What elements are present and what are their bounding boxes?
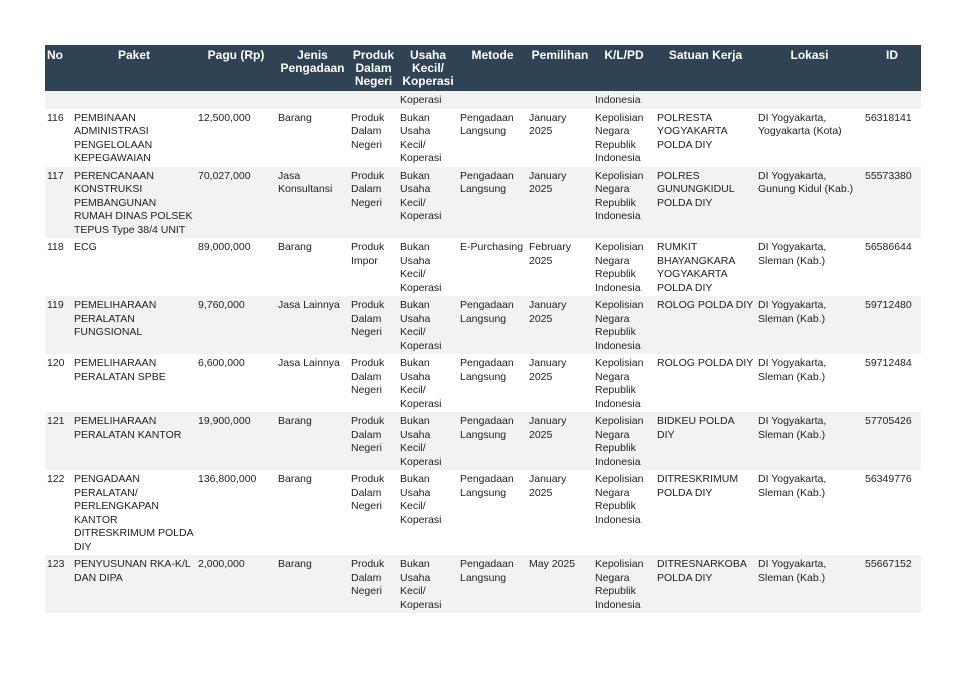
cell-paket: PEMELIHARAAN PERALATAN KANTOR — [72, 412, 196, 470]
cell-pagu: 12,500,000 — [196, 109, 276, 167]
cell-produk: Produk Dalam Negeri — [349, 167, 398, 239]
cell-id: 59712484 — [863, 354, 921, 412]
cell-klpd: Kepolisian Negara Republik Indonesia — [593, 555, 655, 613]
cell-no: 116 — [45, 109, 72, 167]
cell-metode: Pengadaan Langsung — [458, 412, 527, 470]
cell-jenis: Jasa Konsultansi — [276, 167, 349, 239]
header-no: No — [45, 45, 72, 91]
continuation-usaha: Koperasi — [398, 91, 458, 109]
cell-usaha: Bukan Usaha Kecil/ Koperasi — [398, 412, 458, 470]
table-row — [45, 354, 921, 412]
cell-lokasi: DI Yogyakarta, Sleman (Kab.) — [756, 354, 863, 412]
table-row — [45, 238, 921, 296]
cell-pemilihan: February 2025 — [527, 238, 593, 296]
cell-satuan: RUMKIT BHAYANGKARA YOGYAKARTA POLDA DIY — [655, 238, 756, 296]
cell-id: 56586644 — [863, 238, 921, 296]
cell-metode: Pengadaan Langsung — [458, 109, 527, 167]
table-cell — [756, 91, 863, 109]
table-cell — [196, 91, 276, 109]
cell-pemilihan: January 2025 — [527, 354, 593, 412]
cell-id: 59712480 — [863, 296, 921, 354]
cell-klpd: Kepolisian Negara Republik Indonesia — [593, 109, 655, 167]
cell-pagu: 136,800,000 — [196, 470, 276, 555]
cell-lokasi: DI Yogyakarta, Yogyakarta (Kota) — [756, 109, 863, 167]
cell-klpd: Kepolisian Negara Republik Indonesia — [593, 470, 655, 555]
cell-produk: Produk Dalam Negeri — [349, 354, 398, 412]
cell-no: 117 — [45, 167, 72, 239]
table-row — [45, 167, 921, 239]
cell-produk: Produk Dalam Negeri — [349, 412, 398, 470]
cell-produk: Produk Dalam Negeri — [349, 109, 398, 167]
cell-usaha: Bukan Usaha Kecil/ Koperasi — [398, 167, 458, 239]
header-metode: Metode — [458, 45, 527, 91]
cell-paket: PENYUSUNAN RKA-K/L DAN DIPA — [72, 555, 196, 613]
cell-satuan: ROLOG POLDA DIY — [655, 354, 756, 412]
header-usaha: Usaha Kecil/ Koperasi — [398, 45, 458, 91]
cell-pemilihan: January 2025 — [527, 470, 593, 555]
cell-pagu: 6,600,000 — [196, 354, 276, 412]
table-cell — [72, 91, 196, 109]
table-body — [45, 91, 921, 613]
cell-pemilihan: January 2025 — [527, 296, 593, 354]
cell-klpd: Kepolisian Negara Republik Indonesia — [593, 354, 655, 412]
table-cell — [276, 91, 349, 109]
cell-id: 55573380 — [863, 167, 921, 239]
cell-paket: PEMBINAAN ADMINISTRASI PENGELOLAAN KEPEGAWAIAN — [72, 109, 196, 167]
table-cell — [527, 91, 593, 109]
cell-klpd: Kepolisian Negara Republik Indonesia — [593, 238, 655, 296]
table-row — [45, 296, 921, 354]
cell-jenis: Barang — [276, 470, 349, 555]
continuation-row — [45, 91, 921, 109]
cell-produk: Produk Dalam Negeri — [349, 555, 398, 613]
cell-usaha: Bukan Usaha Kecil/ Koperasi — [398, 109, 458, 167]
cell-metode: Pengadaan Langsung — [458, 167, 527, 239]
cell-jenis: Barang — [276, 238, 349, 296]
table-row — [45, 470, 921, 555]
cell-metode: E-Purchasing — [458, 238, 527, 296]
cell-no: 122 — [45, 470, 72, 555]
cell-produk: Produk Dalam Negeri — [349, 470, 398, 555]
cell-no: 118 — [45, 238, 72, 296]
cell-paket: PEMELIHARAAN PERALATAN FUNGSIONAL — [72, 296, 196, 354]
header-lokasi: Lokasi — [756, 45, 863, 91]
header-pemilihan: Pemilihan — [527, 45, 593, 91]
table-row — [45, 555, 921, 613]
cell-paket: PENGADAAN PERALATAN/ PERLENGKAPAN KANTOR DITRESKRIMUM POLDA DIY — [72, 470, 196, 555]
cell-no: 121 — [45, 412, 72, 470]
header-klpd: K/L/PD — [593, 45, 655, 91]
cell-lokasi: DI Yogyakarta, Sleman (Kab.) — [756, 555, 863, 613]
cell-usaha: Bukan Usaha Kecil/ Koperasi — [398, 470, 458, 555]
cell-klpd: Kepolisian Negara Republik Indonesia — [593, 296, 655, 354]
cell-satuan: BIDKEU POLDA DIY — [655, 412, 756, 470]
header-paket: Paket — [72, 45, 196, 91]
cell-satuan: ROLOG POLDA DIY — [655, 296, 756, 354]
continuation-klpd: Indonesia — [593, 91, 655, 109]
cell-metode: Pengadaan Langsung — [458, 354, 527, 412]
header-jenis: Jenis Pengadaan — [276, 45, 349, 91]
table-cell — [458, 91, 527, 109]
cell-usaha: Bukan Usaha Kecil/ Koperasi — [398, 296, 458, 354]
table-row — [45, 109, 921, 167]
cell-produk: Produk Impor — [349, 238, 398, 296]
header-produk: Produk Dalam Negeri — [349, 45, 398, 91]
cell-metode: Pengadaan Langsung — [458, 296, 527, 354]
cell-lokasi: DI Yogyakarta, Sleman (Kab.) — [756, 238, 863, 296]
cell-paket: ECG — [72, 238, 196, 296]
cell-no: 123 — [45, 555, 72, 613]
cell-jenis: Barang — [276, 555, 349, 613]
table-row — [45, 412, 921, 470]
cell-pagu: 2,000,000 — [196, 555, 276, 613]
cell-usaha: Bukan Usaha Kecil/ Koperasi — [398, 354, 458, 412]
cell-id: 57705426 — [863, 412, 921, 470]
cell-id: 56318141 — [863, 109, 921, 167]
procurement-table — [45, 45, 921, 613]
cell-pagu: 9,760,000 — [196, 296, 276, 354]
cell-id: 56349776 — [863, 470, 921, 555]
cell-pemilihan: January 2025 — [527, 109, 593, 167]
cell-jenis: Barang — [276, 412, 349, 470]
cell-jenis: Barang — [276, 109, 349, 167]
cell-klpd: Kepolisian Negara Republik Indonesia — [593, 412, 655, 470]
cell-satuan: DITRESKRIMUM POLDA DIY — [655, 470, 756, 555]
cell-jenis: Jasa Lainnya — [276, 354, 349, 412]
cell-metode: Pengadaan Langsung — [458, 470, 527, 555]
cell-produk: Produk Dalam Negeri — [349, 296, 398, 354]
cell-lokasi: DI Yogyakarta, Sleman (Kab.) — [756, 412, 863, 470]
table-cell — [655, 91, 756, 109]
table-cell — [349, 91, 398, 109]
cell-metode: Pengadaan Langsung — [458, 555, 527, 613]
table-cell — [863, 91, 921, 109]
cell-jenis: Jasa Lainnya — [276, 296, 349, 354]
cell-paket: PERENCANAAN KONSTRUKSI PEMBANGUNAN RUMAH DINAS POLSEK TEPUS Type 38/4 UNIT — [72, 167, 196, 239]
cell-klpd: Kepolisian Negara Republik Indonesia — [593, 167, 655, 239]
cell-paket: PEMELIHARAAN PERALATAN SPBE — [72, 354, 196, 412]
cell-no: 119 — [45, 296, 72, 354]
cell-lokasi: DI Yogyakarta, Gunung Kidul (Kab.) — [756, 167, 863, 239]
header-id: ID — [863, 45, 921, 91]
cell-pagu: 89,000,000 — [196, 238, 276, 296]
cell-pemilihan: January 2025 — [527, 167, 593, 239]
cell-satuan: DITRESNARKOBA POLDA DIY — [655, 555, 756, 613]
cell-id: 55667152 — [863, 555, 921, 613]
cell-no: 120 — [45, 354, 72, 412]
cell-pemilihan: January 2025 — [527, 412, 593, 470]
header-pagu: Pagu (Rp) — [196, 45, 276, 91]
cell-lokasi: DI Yogyakarta, Sleman (Kab.) — [756, 296, 863, 354]
cell-satuan: POLRES GUNUNGKIDUL POLDA DIY — [655, 167, 756, 239]
cell-usaha: Bukan Usaha Kecil/ Koperasi — [398, 555, 458, 613]
cell-pagu: 70,027,000 — [196, 167, 276, 239]
cell-usaha: Bukan Usaha Kecil/ Koperasi — [398, 238, 458, 296]
cell-satuan: POLRESTA YOGYAKARTA POLDA DIY — [655, 109, 756, 167]
cell-pemilihan: May 2025 — [527, 555, 593, 613]
table-header-row — [45, 45, 921, 91]
cell-pagu: 19,900,000 — [196, 412, 276, 470]
cell-lokasi: DI Yogyakarta, Sleman (Kab.) — [756, 470, 863, 555]
table-cell — [45, 91, 72, 109]
header-satuan: Satuan Kerja — [655, 45, 756, 91]
